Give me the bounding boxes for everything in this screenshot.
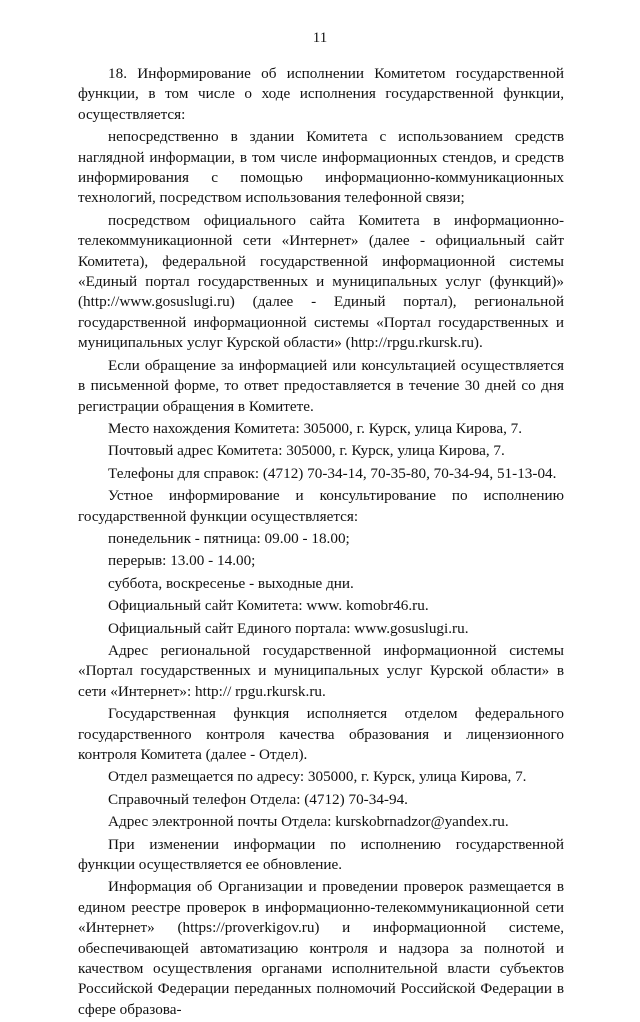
paragraph-oral-informing: Устное информирование и консультирование по исполнению государственной функции осуществляется:	[78, 487, 564, 525]
paragraph-location: Место нахождения Комитета: 305000, г. Курск, улица Кирова, 7.	[108, 419, 523, 437]
paragraph-in-building: непосредственно в здании Комитета с использованием средств наглядной информации, в том числе информационных стендов, и средств информирования с помощью информационно-коммуникационных технологий, посредством использования телефонной связи;	[78, 128, 564, 207]
paragraph-info-update: При изменении информации по исполнению государственной функции осуществляется ее обновление.	[78, 835, 564, 874]
paragraph-department-email: Адрес электронной почты Отдела: kurskobrnadzor@yandex.ru.	[108, 813, 509, 831]
page-number: 11	[312, 30, 328, 46]
paragraph-postal-address: Почтовый адрес Комитета: 305000, г. Курск, улица Кирова, 7.	[108, 442, 505, 460]
paragraph-schedule-break: перерыв: 13.00 - 14.00;	[108, 552, 256, 570]
paragraph-portal-site: Официальный сайт Единого портала: www.gosuslugi.ru.	[108, 619, 469, 637]
paragraph-department-phone: Справочный телефон Отдела: (4712) 70-34-94.	[108, 790, 408, 808]
document-body	[78, 64, 564, 1022]
paragraph-phones: Телефоны для справок: (4712) 70-34-14, 70-35-80, 70-34-94, 51-13-04.	[108, 464, 557, 482]
paragraph-schedule-weekdays: понедельник - пятница: 09.00 - 18.00;	[108, 529, 350, 547]
paragraph-department-address: Отдел размещается по адресу: 305000, г. Курск, улица Кирова, 7.	[108, 768, 527, 786]
paragraph-schedule-weekend: суббота, воскресенье - выходные дни.	[108, 574, 354, 592]
paragraph-inspections-registry: Информация об Организации и проведении проверок размещается в едином реестре проверок в информационно-телекоммуникационной сети «Интернет» (https://proverkigov.ru) и информационной системе, обеспечивающей автоматизацию контроля и надзора за полнотой и качеством осуществления органами исполнительной власти субъектов Российской Федерации переданных полномочий Российской Федерации в сфере образова-	[78, 878, 564, 1018]
paragraph-committee-site: Официальный сайт Комитета: www. komobr46.ru.	[108, 597, 429, 615]
paragraph-written-request: Если обращение за информацией или консультацией осуществляется в письменной форме, то ответ предоставляется в течение 30 дней со дня регистрации обращения в Комитете.	[78, 356, 564, 415]
paragraph-informing-intro: 18. Информирование об исполнении Комитетом государственной функции, в том числе о ходе исполнения государственной функции, осуществляется:	[78, 65, 564, 123]
paragraph-official-site: посредством официального сайта Комитета в информационно-телекоммуникационной сети «Интернет» (далее - официальный сайт Комитета), федеральной государственной информационной системы «Единый портал государственных и муниципальных услуг (функций)» (http://www.gosuslugi.ru) (далее - Единый портал), региональной государственной информационной системы «Портал государственных и муниципальных услуг Курской области» (http://rpgu.rkursk.ru).	[78, 211, 564, 352]
paragraph-regional-portal: Адрес региональной государственной информационной системы «Портал государственных и муниципальных услуг Курской области» в сети «Интернет»: http:// rpgu.rkursk.ru.	[78, 641, 564, 700]
paragraph-department: Государственная функция исполняется отделом федерального государственного контроля качества образования и лицензионного контроля Комитета (далее - Отдел).	[78, 705, 564, 763]
